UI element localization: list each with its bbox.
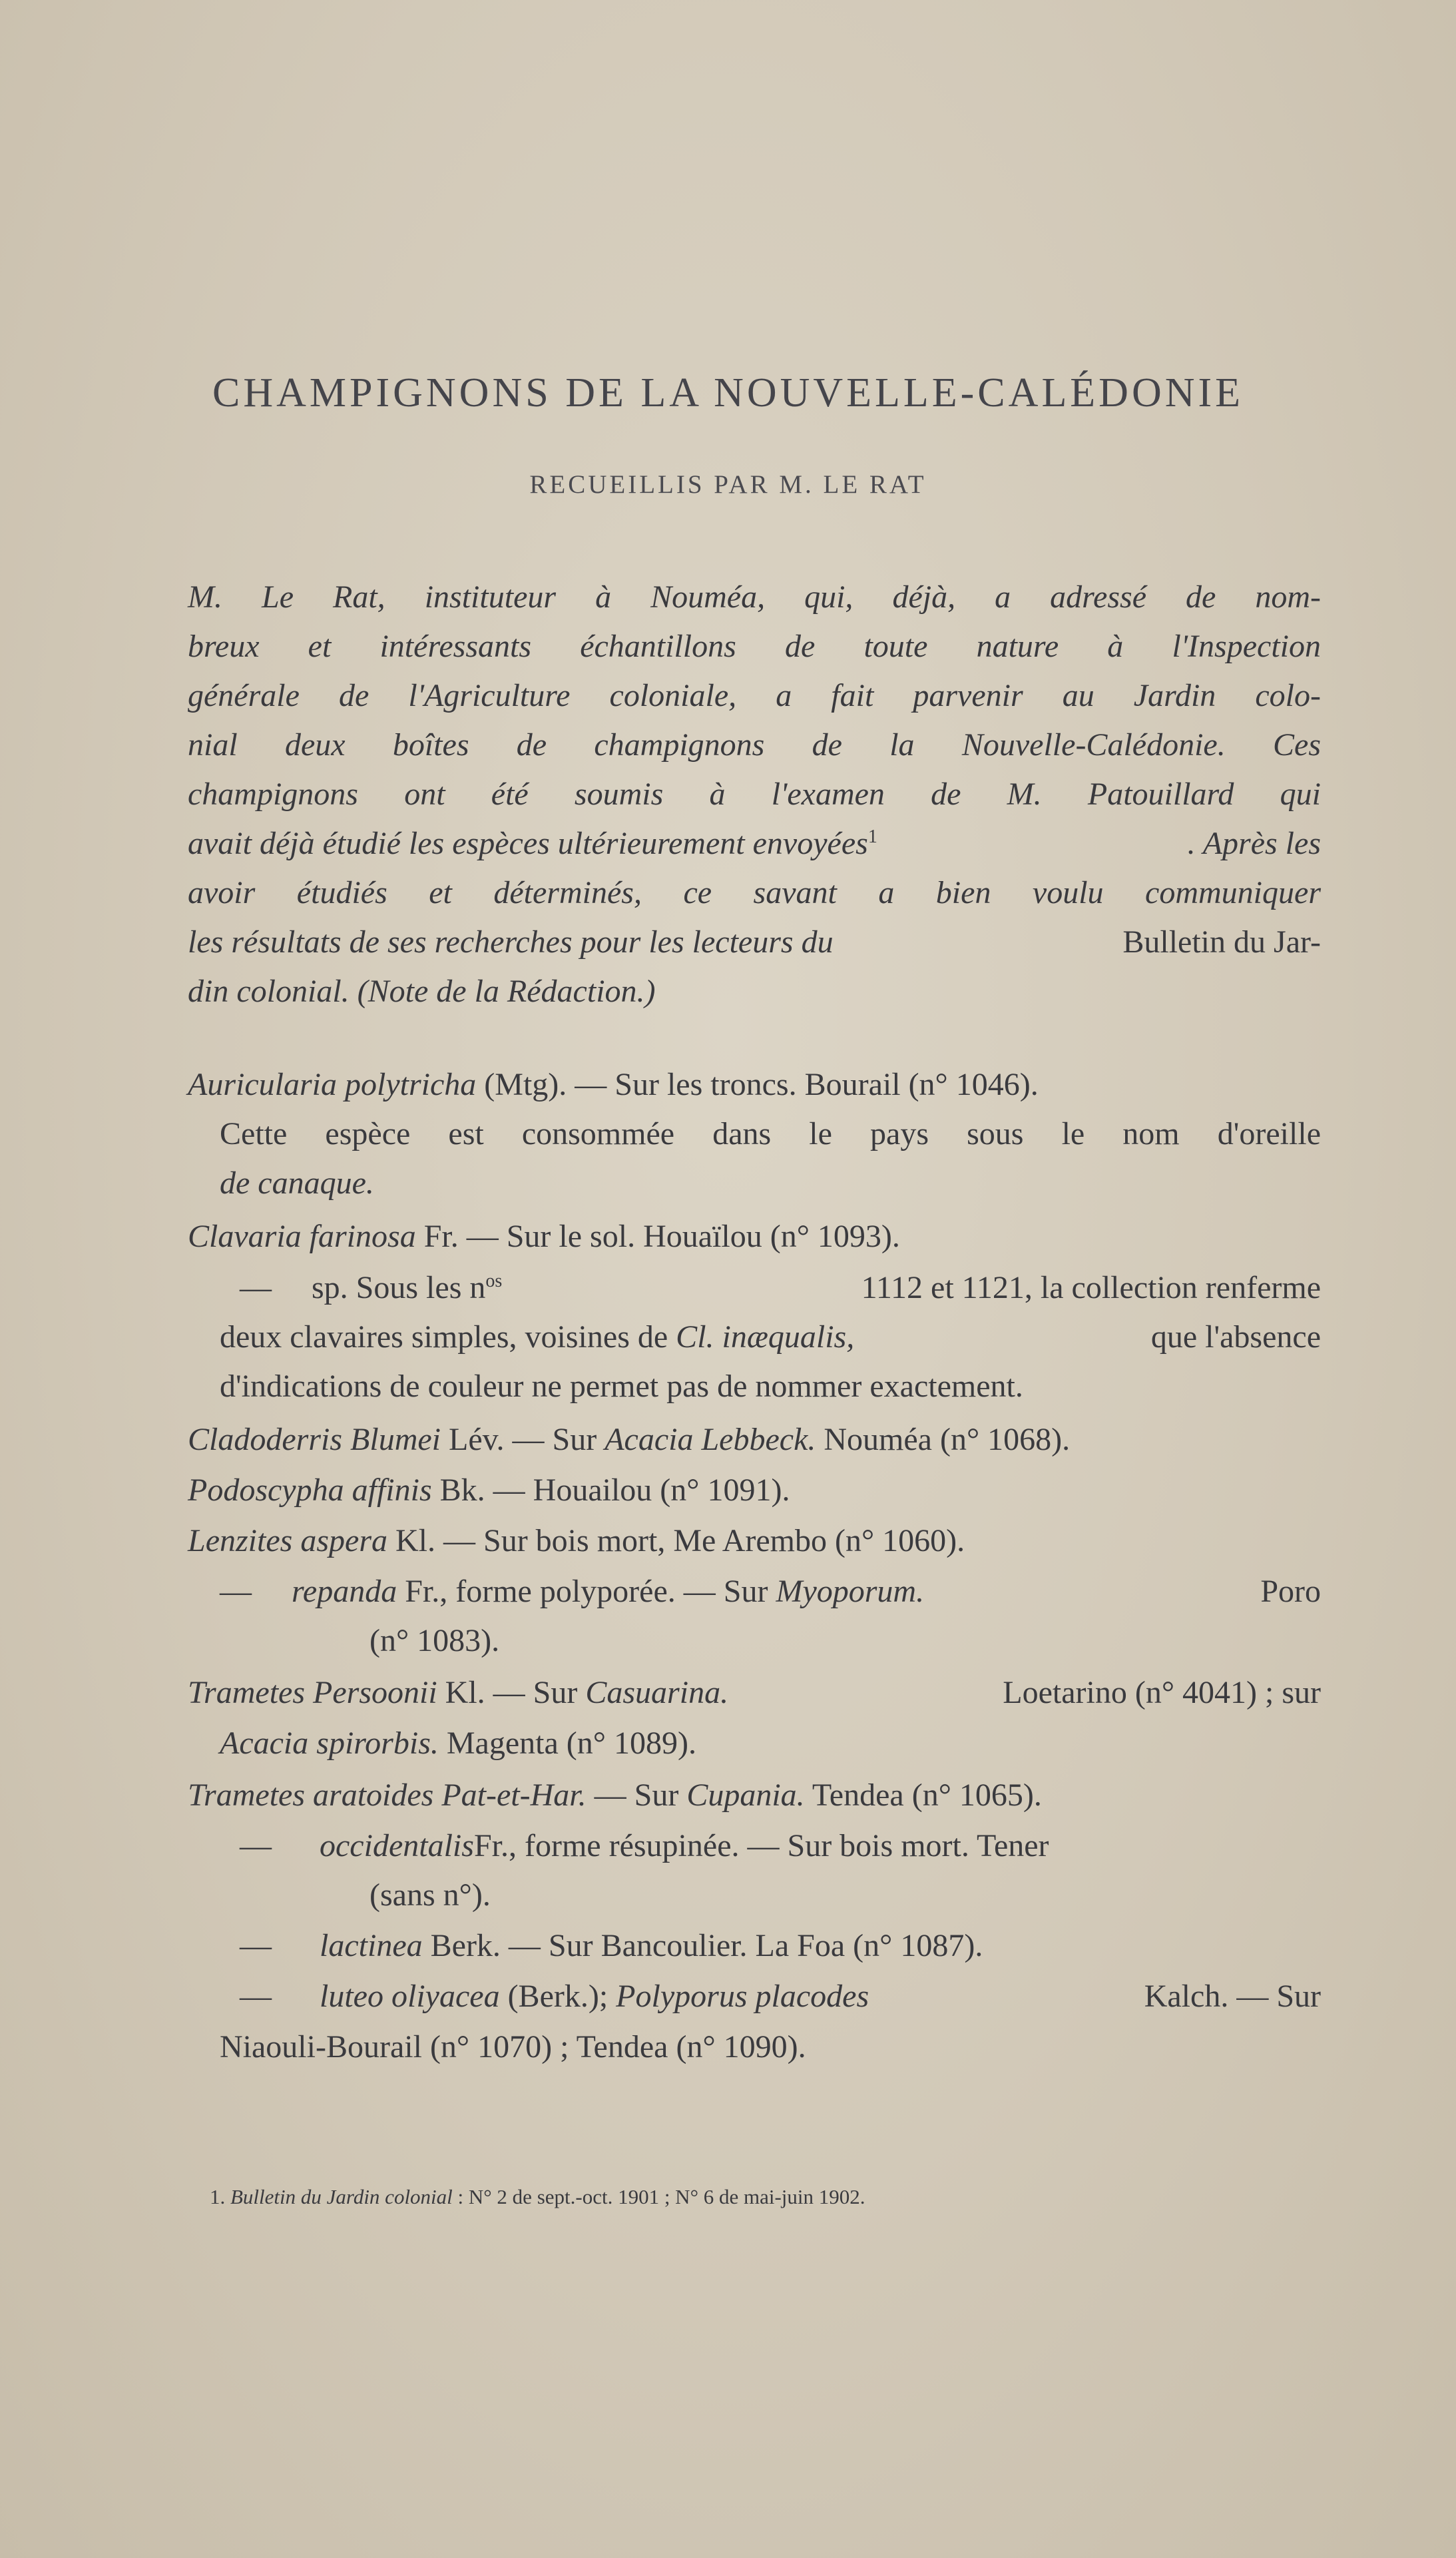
- entry-note: [220, 1728, 696, 1759]
- ditto-dash: —: [240, 1928, 272, 1963]
- species-name: Clavaria farinosa: [188, 1219, 416, 1254]
- entry-number: [369, 1879, 491, 1911]
- species-details: Bk. — Houailou (n° 1091).: [439, 1472, 790, 1508]
- entry-note: [220, 1118, 1321, 1150]
- note-text: deux clavaires simples, voisines de: [220, 1319, 668, 1355]
- species-name: Trametes aratoides Pat-et-Har.: [188, 1777, 587, 1813]
- entry-lenzites-var: [220, 1576, 1321, 1608]
- entry-note: [220, 1371, 1023, 1403]
- entry-cladoderris: [188, 1424, 1070, 1456]
- species-name: Auricularia polytricha: [188, 1067, 477, 1102]
- species-details: (n° 1083).: [369, 1623, 500, 1658]
- host-name: Acacia Lebbeck.: [605, 1422, 816, 1457]
- ditto-dash: —: [240, 1979, 272, 2014]
- intro-line-3: [188, 680, 1321, 712]
- entry-clavaria: [188, 1221, 900, 1253]
- footnote-number: 1.: [210, 2185, 226, 2208]
- species-name: Trametes Persoonii: [188, 1675, 437, 1710]
- species-details: Poro: [1260, 1574, 1321, 1609]
- intro-text: générale de l'Agriculture coloniale, a fait parvenir au Jardin colo-: [188, 678, 1321, 713]
- note-text: de canaque.: [220, 1165, 374, 1201]
- page-subtitle: RECUEILLIS PAR M. LE RAT: [529, 470, 927, 499]
- entry-luteo: [240, 1981, 1321, 2013]
- intro-line-1: [188, 581, 1321, 613]
- species-details: Fr. — Sur le sol. Houaïlou (n° 1093).: [423, 1219, 900, 1254]
- intro-line-6: [188, 828, 1321, 860]
- intro-text: breux et intéressants échantillons de toute nature à l'Inspection: [188, 629, 1321, 664]
- intro-line-7: [188, 877, 1321, 909]
- footnote-marker: 1: [867, 826, 877, 847]
- entry-occidentalis: [240, 1830, 1321, 1862]
- intro-text: champignons ont été soumis à l'examen de M. Patouillard qui: [188, 777, 1321, 812]
- host-name: Myoporum.: [776, 1574, 925, 1609]
- entry-note: [220, 1167, 374, 1199]
- species-name: Cladoderris Blumei: [188, 1422, 441, 1457]
- species-details: (Mtg). — Sur les troncs. Bourail (n° 1046).: [484, 1067, 1039, 1102]
- species-details: Lév. — Sur: [449, 1422, 597, 1457]
- intro-line-8: [188, 926, 1321, 958]
- variety-name: occidentalis: [320, 1828, 474, 1863]
- species-name: Polyporus placodes: [616, 1979, 869, 2014]
- species-details: Kalch. — Sur: [1144, 1979, 1321, 2014]
- entry-lenzites: [188, 1525, 965, 1557]
- species-details: Kl. — Sur bois mort, Me Arembo (n° 1060).: [395, 1523, 965, 1558]
- intro-text: M. Le Rat, instituteur à Nouméa, qui, déjà, a adressé de nom-: [188, 579, 1321, 615]
- host-name: Casuarina.: [585, 1675, 729, 1710]
- intro-text: avait déjà étudié les espèces ultérieurement envoyées: [188, 826, 868, 861]
- variety-name: lactinea: [320, 1928, 423, 1963]
- ditto-dash: —: [220, 1574, 252, 1609]
- entry-note: [220, 2031, 806, 2063]
- entry-auricularia: [188, 1069, 1039, 1101]
- species-details: 1112 et 1121, la collection renferme: [861, 1270, 1321, 1305]
- species-details: sp. Sous les n: [312, 1270, 486, 1305]
- footnote: [210, 2186, 865, 2207]
- intro-text: les résultats de ses recherches pour les lecteurs du: [188, 924, 834, 960]
- species-name: Podoscypha affinis: [188, 1472, 432, 1508]
- host-name: Acacia spirorbis.: [220, 1726, 439, 1761]
- intro-line-2: [188, 631, 1321, 663]
- entry-trametes-persoonii: [188, 1677, 1321, 1709]
- entry-number: [369, 1625, 499, 1657]
- species-details: Niaouli-Bourail (n° 1070) ; Tendea (n° 1090).: [220, 2029, 806, 2065]
- variety-name: repanda: [292, 1574, 397, 1609]
- intro-text: avoir étudiés et déterminés, ce savant a bien voulu communiquer: [188, 875, 1321, 910]
- species-details: — Sur: [594, 1777, 679, 1813]
- species-details: Fr., forme résupinée. — Sur bois mort. Tener: [473, 1828, 1049, 1863]
- entry-clavaria-sp: [240, 1272, 1321, 1304]
- species-name: Cl. inæqualis,: [676, 1319, 855, 1355]
- page-title: CHAMPIGNONS DE LA NOUVELLE-CALÉDONIE: [212, 370, 1244, 416]
- species-details: Magenta (n° 1089).: [446, 1726, 696, 1761]
- note-text: d'indications de couleur ne permet pas de nommer exactement.: [220, 1369, 1023, 1404]
- entry-trametes-aratoides: [188, 1779, 1042, 1811]
- entry-lactinea: [240, 1930, 983, 1962]
- species-details: (sans n°).: [369, 1877, 491, 1913]
- species-details: Berk. — Sur Bancoulier. La Foa (n° 1087).: [430, 1928, 983, 1963]
- superscript: os: [485, 1271, 503, 1291]
- entry-note: [220, 1321, 1321, 1353]
- intro-line-9: [188, 976, 656, 1008]
- species-details: Tendea (n° 1065).: [812, 1777, 1042, 1813]
- species-details: (Berk.);: [507, 1979, 608, 2014]
- intro-text: nial deux boîtes de champignons de la Nouvelle-Calédonie. Ces: [188, 727, 1321, 763]
- species-details: Loetarino (n° 4041) ; sur: [1003, 1675, 1321, 1710]
- footnote-source: Bulletin du Jardin colonial: [230, 2185, 453, 2208]
- variety-name: luteo oliyacea: [320, 1979, 500, 2014]
- species-details: Kl. — Sur: [445, 1675, 578, 1710]
- intro-text: . Après les: [1187, 826, 1321, 861]
- note-text: Cette espèce est consommée dans le pays sous le nom d'oreille: [220, 1116, 1321, 1151]
- bulletin-ref: Bulletin du Jar-: [1122, 924, 1321, 960]
- intro-line-4: [188, 729, 1321, 761]
- entry-podoscypha: [188, 1474, 790, 1506]
- footnote-text: : N° 2 de sept.-oct. 1901 ; N° 6 de mai-juin 1902.: [457, 2185, 865, 2208]
- ditto-dash: —: [240, 1828, 272, 1863]
- species-details: Fr., forme polyporée. — Sur: [405, 1574, 768, 1609]
- ditto-dash: —: [240, 1270, 272, 1305]
- species-name: Lenzites aspera: [188, 1523, 387, 1558]
- intro-text: din colonial. (Note de la Rédaction.): [188, 974, 656, 1009]
- intro-line-5: [188, 779, 1321, 810]
- note-text: que l'absence: [1150, 1319, 1321, 1355]
- host-name: Cupania.: [686, 1777, 805, 1813]
- species-details: Nouméa (n° 1068).: [824, 1422, 1071, 1457]
